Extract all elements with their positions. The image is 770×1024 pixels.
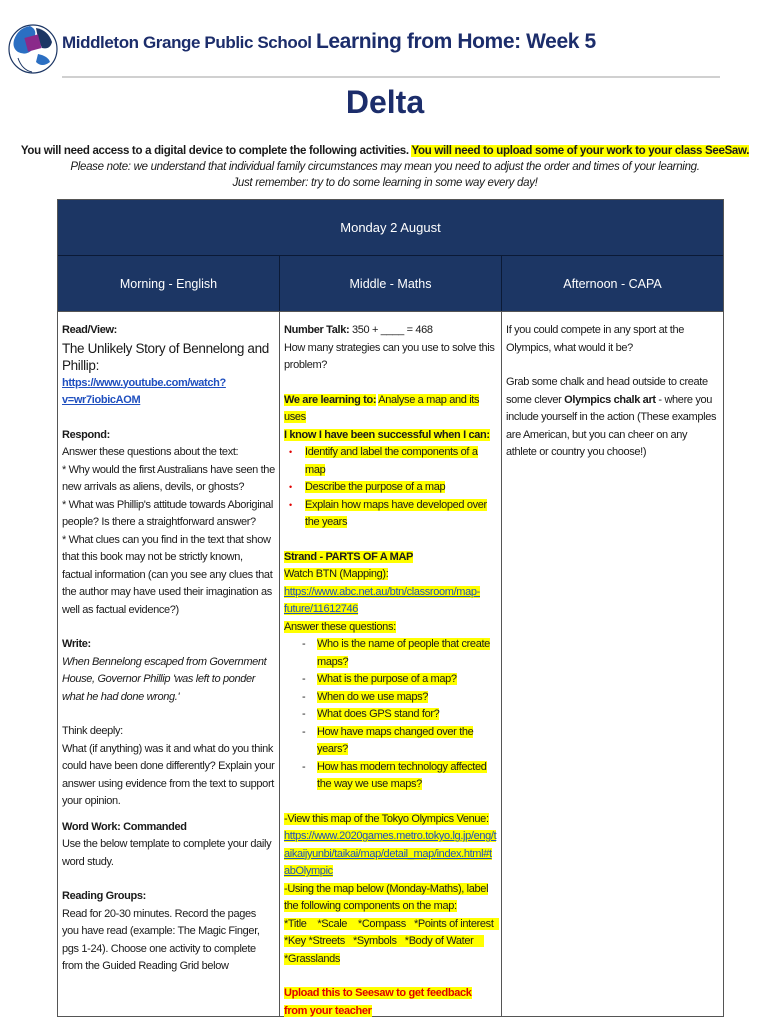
map-questions-list (296, 636, 497, 794)
page-heading: Learning from Home: Week 5 (315, 30, 596, 53)
write-heading: Write: (62, 638, 91, 650)
session-middle: Middle - Maths (280, 256, 502, 311)
header-title (62, 30, 596, 54)
learning-intention (284, 392, 497, 427)
school-name: Middleton Grange Public School (62, 33, 312, 52)
list-item: - Who is the name of people that create maps? (296, 636, 497, 671)
success-criteria-list (284, 444, 497, 532)
maths-column (280, 312, 502, 1016)
story-title: The Unlikely Story of Bennelong and Phillip: (62, 340, 269, 373)
list-item: - When do we use maps? (296, 689, 497, 707)
activities-row (58, 312, 723, 1016)
intro-line-3: Just remember: try to do some learning in some way every day! (232, 177, 538, 189)
view-map-instruction: -View this map of the Tokyo Olympics Venue: (284, 812, 489, 825)
class-title: Delta (345, 84, 425, 120)
reading-groups-text: Read for 20-30 minutes. Record the pages you have read (example: The Magic Finger, pgs 1-24). Choose one activity to complete from the Guided Reading Grid below (62, 907, 260, 972)
intro-line-2: Please note: we understand that individual family circumstances may mean you need to adjust the order and times of your learning. (70, 161, 700, 173)
list-item: - What is the purpose of a map? (296, 671, 497, 689)
list-item: • Identify and label the components of a map (284, 444, 497, 479)
respond-question-1: * Why would the first Australians have seen the new arrivals as aliens, devils, or ghosts? (62, 463, 275, 493)
timetable (57, 199, 724, 1017)
intro-seesaw-note: You will need to upload some of your work to your class SeeSaw. (411, 145, 750, 157)
upload-note: Upload this to Seesaw to get feedback from your teacher (284, 987, 472, 1017)
intro-text (0, 143, 770, 191)
respond-intro: Answer these questions about the text: (62, 446, 239, 458)
number-talk-question: How many strategies can you use to solve this problem? (284, 341, 495, 371)
session-header-row (58, 256, 723, 312)
intro-device-note: You will need access to a digital device to complete the following activities. (20, 145, 409, 157)
word-work-text: Use the below template to complete your daily word study. (62, 838, 272, 868)
think-text: What (if anything) was it and what do you think could have been done differently? Explain your answer using evidence from the text to support your opinion. (62, 742, 275, 807)
capa-activity (506, 374, 719, 462)
number-talk-equation: 350 + ____ = 468 (352, 324, 433, 336)
learning-label: We are learning to: (284, 393, 377, 406)
number-talk (284, 322, 497, 340)
map-components: *Title *Scale *Compass *Points of interest *Key *Streets *Symbols *Body of Water *Grasslands (284, 917, 499, 965)
success-criteria-heading: I know I have been successful when I can: (284, 428, 490, 441)
answer-label: Answer these questions: (284, 620, 396, 633)
list-item: • Explain how maps have developed over the years (284, 497, 497, 532)
list-item: - How have maps changed over the years? (296, 724, 497, 759)
word-work-heading: Word Work: Commanded (62, 820, 187, 833)
english-column (58, 312, 280, 1016)
list-item: • Describe the purpose of a map (284, 479, 497, 497)
header-divider (62, 76, 720, 78)
capa-question: If you could compete in any sport at the Olympics, what would it be? (506, 324, 685, 354)
strand-heading: Strand - PARTS OF A MAP (284, 550, 414, 563)
number-talk-label: Number Talk: (284, 324, 350, 336)
write-quote: When Bennelong escaped from Government House, Governor Phillip 'was left to ponder what he had done wrong.' (62, 655, 267, 703)
intro-line-1 (0, 143, 770, 159)
story-video-link[interactable]: https://www.youtube.com/watch?v=wr7iobicAOM (62, 376, 226, 406)
label-instructions: -Using the map below (Monday-Maths), label the following components on the map: (284, 882, 489, 912)
capa-activity-title: Olympics chalk art (564, 393, 656, 406)
session-morning: Morning - English (58, 256, 280, 311)
respond-question-2: * What was Phillip's attitude towards Aboriginal people? Is there a straightforward answer? (62, 498, 273, 528)
school-logo (8, 10, 58, 88)
btn-video-link[interactable]: https://www.abc.net.au/btn/classroom/map-future/11612746 (284, 585, 480, 615)
think-heading: Think deeply: (62, 725, 123, 737)
capa-activity-intro: Grab some chalk and head outside to create some clever (506, 376, 708, 406)
reading-groups-heading: Reading Groups: (62, 890, 146, 902)
capa-activity-detail: - where you include yourself in the action (These examples are American, but you can cheer on any athlete or country you choose!) (506, 393, 717, 458)
watch-btn: Watch BTN (Mapping): (284, 568, 389, 580)
list-item: - How has modern technology affected the way we use maps? (296, 759, 497, 794)
respond-heading: Respond: (62, 428, 110, 441)
list-item: - What does GPS stand for? (296, 706, 497, 724)
read-heading: Read/View: (62, 324, 117, 336)
tokyo-map-link[interactable]: https://www.2020games.metro.tokyo.lg.jp/eng/taikaijyunbi/taikai/map/detail_map/index.html#tabOlympic (284, 830, 497, 877)
day-heading: Monday 2 August (58, 200, 723, 256)
respond-question-3: * What clues can you find in the text that show that this book may not be strictly known, factual information (can you see any clues that the author may have used their imagination as well as factual evidence?) (62, 533, 273, 616)
learning-text: Analyse a map and its uses (284, 393, 480, 423)
session-afternoon: Afternoon - CAPA (563, 277, 662, 291)
capa-column (502, 312, 723, 1016)
